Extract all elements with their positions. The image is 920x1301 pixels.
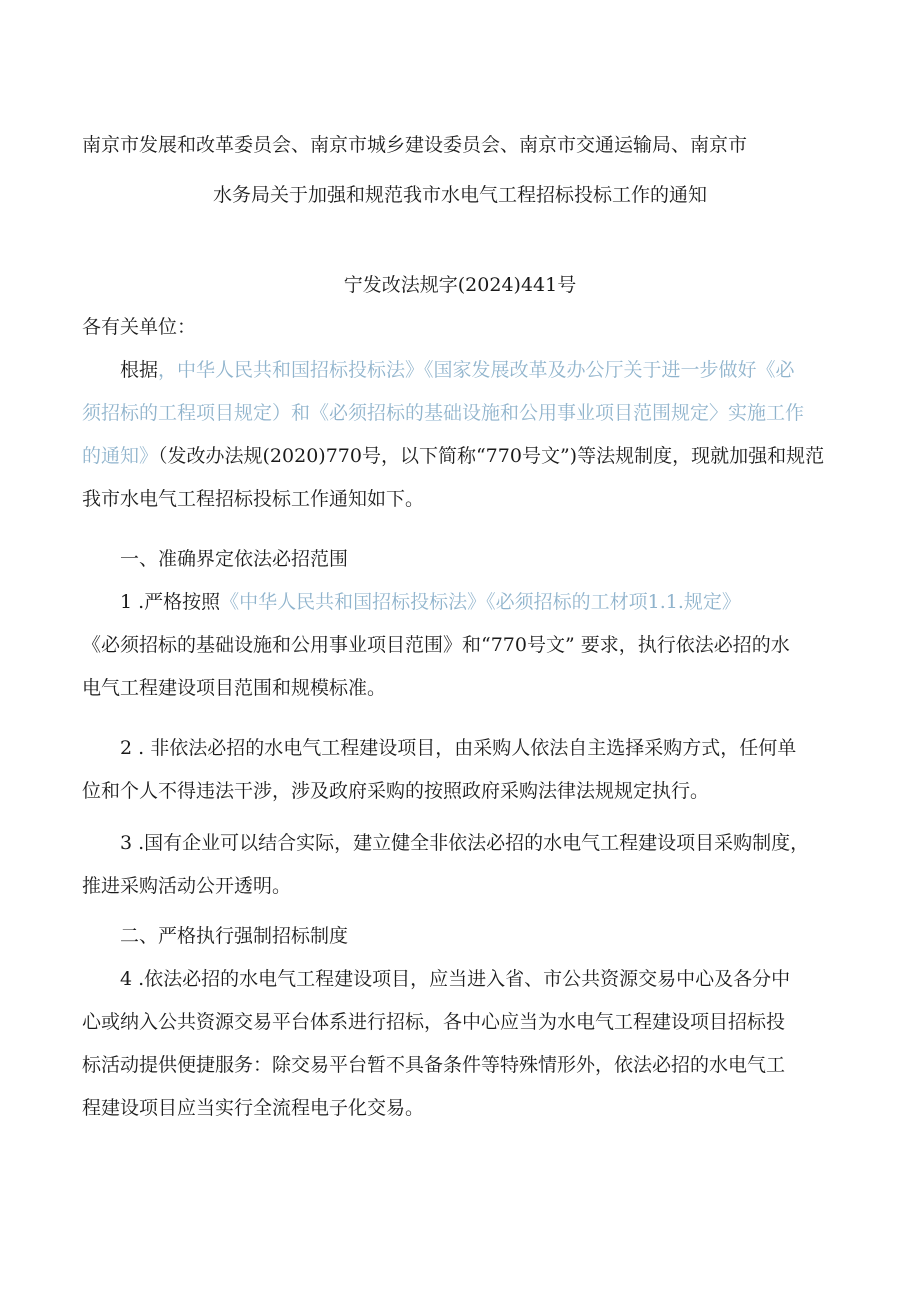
document-number: 宁发改法规字(2024)441号 [343,274,577,296]
paragraph-item-3-line-1: 3 .国有企业可以结合实际，建立健全非依法必招的水电气工程建设项目采购制度， [120,832,810,854]
paragraph-item-1-line-1 [82,581,840,624]
law-reference-link-3[interactable]: 的通知》 [82,445,159,467]
paragraph-item-4-line-2: 心或纳入公共资源交易平台体系进行招标，各中心应当为水电气工程建设项目招标投 [82,1011,786,1033]
paragraph-item-4-line-1: 4 .依法必招的水电气工程建设项目，应当进入省、市公共资源交易中心及各分中 [120,968,791,990]
paragraph-item-4 [82,958,840,1130]
paragraph-basis-line-1 [82,349,840,392]
law-reference-link-1[interactable]: ，中华人民共和国招标投标法》《国家发展改革及办公厅关于进一步做好《必 [158,359,795,381]
paragraph-item-4-line-4: 程建设项目应当实行全流程电子化交易。 [82,1097,425,1119]
paragraph-item-2-line-1: 2 . 非依法必招的水电气工程建设项目，由采购人依法自主选择采购方式，任何单 [120,737,797,759]
paragraph-item-4-line-3: 标活动提供便捷服务：除交易平台暂不具备条件等特殊情形外，依法必招的水电气工 [82,1054,786,1076]
paragraph-item-1-lead: 1 .严格按照 [120,591,221,613]
paragraph-item-1 [82,581,840,710]
paragraph-item-1-line-3: 电气工程建设项目范围和规模标准。 [82,677,387,699]
paragraph-basis-rest-1: （发改办法规(2020)770号，以下简称“770号文”)等法规制度，现就加强和规范 [158,445,825,467]
salutation: 各有关单位： [82,316,197,338]
paragraph-basis [82,349,840,521]
section-heading-2: 二、严格执行强制招标制度 [120,925,349,947]
paragraph-item-2-line-2: 位和个人不得违法干涉，涉及政府采购的按照政府采购法律法规规定执行。 [82,780,710,802]
paragraph-item-3-line-2: 推进采购活动公开透明。 [82,875,292,897]
law-reference-link-4[interactable]: 《中华人民共和国招标投标法》《必须招标的工材项1.1.规定》 [220,591,741,613]
paragraph-item-1-line-2: 《必须招标的基础设施和公用事业项目范围》和“770号文” 要求，执行依法必招的水 [82,634,790,656]
paragraph-item-2 [82,727,840,813]
law-reference-link-2[interactable]: 须招标的工程项目规定）和《必须招标的基础设施和公用事业项目范围规定〉实施工作 [82,402,805,424]
paragraph-basis-line-3 [82,435,840,478]
document-title-line-1: 南京市发展和改革委员会、南京市城乡建设委员会、南京市交通运输局、南京市 [82,134,748,156]
section-heading-1: 一、准确界定依法必招范围 [120,548,349,570]
paragraph-item-3 [82,822,840,908]
document-title-line-2: 水务局关于加强和规范我市水电气工程招标投标工作的通知 [212,184,707,206]
paragraph-basis-line-4: 我市水电气工程招标投标工作通知如下。 [82,488,425,510]
paragraph-basis-lead: 根据 [120,359,159,381]
